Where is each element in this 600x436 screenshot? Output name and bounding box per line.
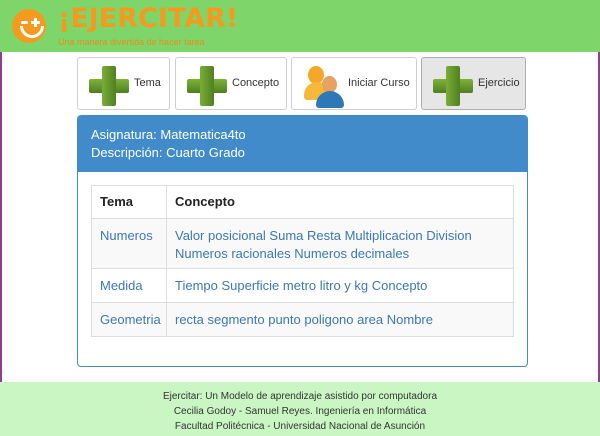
descripcion-text: Descripción: Cuarto Grado [91, 145, 245, 160]
table-header-row [92, 186, 514, 219]
table-row [92, 269, 514, 303]
brand-title[interactable]: ¡EJERCITAR! [58, 3, 239, 34]
iniciar-curso-button-label: Iniciar Curso [348, 77, 410, 89]
brand-subtitle: Una manera divertida de hacer tarea [58, 37, 205, 47]
tema-button-label: Tema [134, 77, 161, 89]
concepto-button[interactable] [175, 57, 287, 110]
column-header-concepto: Concepto [167, 186, 514, 219]
ejercicio-button-label: Ejercicio [478, 77, 520, 89]
panel-heading [78, 116, 527, 172]
tema-link-medida[interactable]: Medida [100, 278, 143, 293]
subject-panel [77, 115, 528, 367]
users-icon [302, 64, 346, 108]
concepto-line: Valor posicional Suma Resta Multiplicacion Division [175, 228, 472, 243]
green-plus-icon [433, 66, 473, 106]
asignatura-text: Asignatura: Matematica4to [91, 127, 246, 142]
green-plus-icon [187, 66, 227, 106]
site-footer [0, 382, 600, 436]
concepto-line: Numeros racionales Numeros decimales [175, 246, 410, 261]
concepto-button-label: Concepto [232, 77, 280, 89]
topics-table [91, 185, 514, 337]
footer-line-2: Cecilia Godoy - Samuel Reyes. Ingeniería en Informática [173, 406, 427, 417]
ejercicio-button[interactable] [421, 57, 526, 110]
concepto-link-medida[interactable]: Tiempo Superficie metro litro y kg Concepto [175, 278, 428, 293]
tema-link-numeros[interactable]: Numeros [100, 228, 153, 243]
iniciar-curso-button[interactable] [291, 57, 417, 110]
table-row [92, 303, 514, 337]
tema-button[interactable] [77, 57, 170, 110]
table-row [92, 219, 514, 269]
tema-link-geometria[interactable]: Geometria [100, 312, 161, 327]
concepto-link-geometria[interactable]: recta segmento punto poligono area Nombre [175, 312, 433, 327]
footer-line-3: Facultad Politécnica - Universidad Nacional de Asunción [174, 421, 426, 432]
footer-line-1: Ejercitar: Un Modelo de aprendizaje asistido por computadora [162, 391, 438, 402]
column-header-tema: Tema [92, 186, 167, 219]
concepto-link-numeros[interactable] [175, 228, 472, 261]
site-header [0, 0, 600, 52]
window-border-left [0, 52, 2, 382]
green-plus-icon [89, 66, 129, 106]
smiley-plus-logo-icon[interactable] [12, 9, 46, 43]
